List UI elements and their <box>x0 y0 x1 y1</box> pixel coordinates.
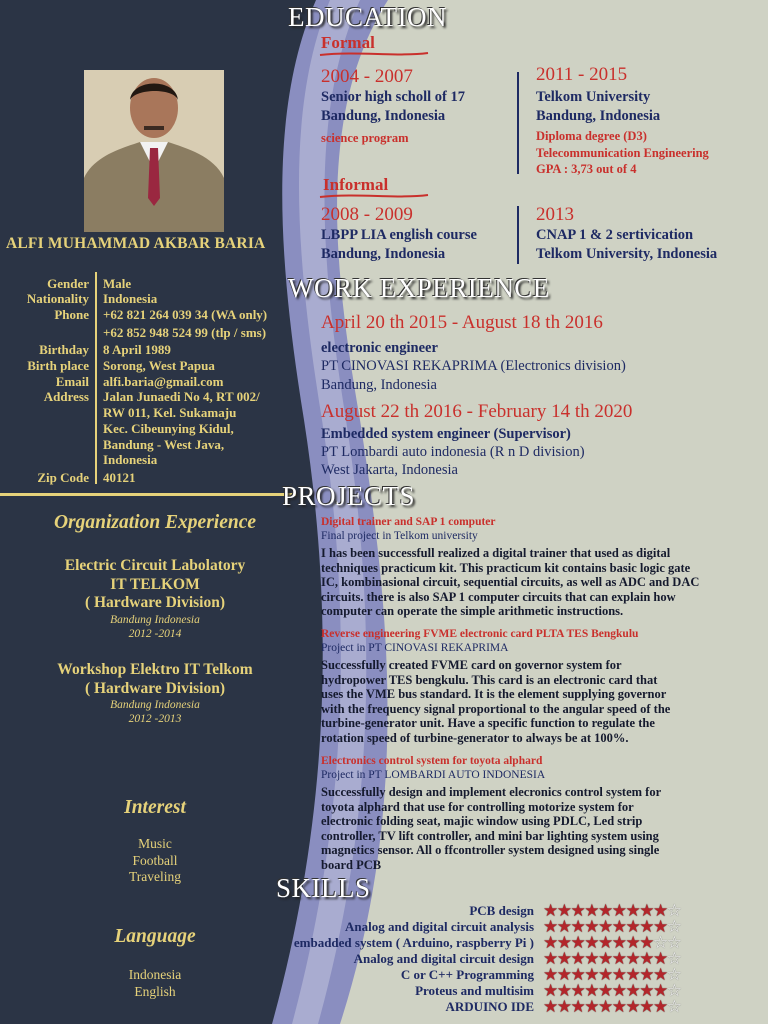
org-item-2-place: Bandung Indonesia <box>110 699 200 711</box>
project-2-line: uses the VME bus standard. It is the element supplying governor <box>321 687 667 702</box>
edu-informal-2-school: CNAP 1 & 2 sertivication <box>536 227 694 243</box>
info-value-zip: 40121 <box>103 470 136 485</box>
star-filled-icon: ★ <box>625 917 640 937</box>
formal-label: Formal <box>321 33 375 52</box>
org-item-2 <box>0 661 310 726</box>
interest-title: Interest <box>124 797 186 818</box>
star-filled-icon: ★ <box>639 997 653 1017</box>
org-item-2-years: 2012 -2013 <box>128 713 182 725</box>
org-item-1-line2: IT TELKOM <box>110 575 200 593</box>
star-filled-icon: ★ <box>611 901 626 921</box>
info-label-birthday: Birthday <box>39 342 89 357</box>
org-item-2-line1: Workshop Elektro IT Telkom <box>57 661 253 678</box>
star-filled-icon: ★ <box>625 933 640 953</box>
star-filled-icon: ★ <box>639 917 653 937</box>
star-empty-icon: ☆ <box>666 965 681 985</box>
star-filled-icon: ★ <box>625 965 640 985</box>
star-empty-icon: ☆ <box>666 901 681 921</box>
info-value-phone-1: +62 821 264 039 34 (WA only) <box>103 307 268 322</box>
star-filled-icon: ★ <box>570 965 585 985</box>
star-filled-icon: ★ <box>611 997 626 1017</box>
org-item-1-line1: Electric Circuit Labolatory <box>64 557 246 574</box>
project-2-line: with the frequency signal proportional to the angular speed of the <box>321 701 671 716</box>
info-value-nationality: Indonesia <box>103 291 158 306</box>
star-filled-icon: ★ <box>543 901 557 921</box>
work-2-role: Embedded system engineer (Supervisor) <box>321 426 571 442</box>
star-empty-icon: ☆ <box>666 981 681 1001</box>
star-empty-icon: ☆ <box>666 949 681 969</box>
skills-title: SKILLS <box>276 873 371 903</box>
project-1-line: IC, kombinasional circuit, sequential circuits, as well as ADC and DAC <box>321 575 700 590</box>
star-filled-icon: ★ <box>543 997 557 1017</box>
project-3-desc <box>321 785 761 873</box>
skill-name: Analog and digital circuit analysis <box>344 919 534 934</box>
project-2-sub: Project in PT CINOVASI REKAPRIMA <box>321 642 509 654</box>
project-3-title: Electronics control system for toyota alphard <box>321 755 543 767</box>
star-filled-icon: ★ <box>625 949 640 969</box>
star-filled-icon: ★ <box>598 901 612 921</box>
edu-informal-1-place: Bandung, Indonesia <box>321 246 446 262</box>
star-filled-icon: ★ <box>584 901 598 921</box>
edu-formal-2-school: Telkom University <box>536 89 651 105</box>
star-filled-icon: ★ <box>639 949 653 969</box>
edu-formal-2-years: 2011 - 2015 <box>536 64 628 85</box>
project-3-line: magnetics sensor. All o ffcontroller system designed using single <box>321 843 660 858</box>
star-filled-icon: ★ <box>570 933 585 953</box>
star-filled-icon: ★ <box>611 917 626 937</box>
info-label-zip: Zip Code <box>37 470 89 485</box>
organization-title: Organization Experience <box>53 512 257 533</box>
education-title: EDUCATION <box>288 2 447 32</box>
interest-item: Football <box>132 852 178 868</box>
work-1-place: Bandung, Indonesia <box>321 377 437 393</box>
edu-formal-2-place: Bandung, Indonesia <box>536 108 661 124</box>
project-3-line: board PCB <box>321 857 382 872</box>
work-2-period: August 22 th 2016 - February 14 th 2020 <box>321 401 633 422</box>
edu-formal-1-years: 2004 - 2007 <box>321 66 413 87</box>
project-1-title: Digital trainer and SAP 1 computer <box>321 516 496 528</box>
star-filled-icon: ★ <box>611 949 626 969</box>
project-2 <box>321 627 761 746</box>
star-filled-icon: ★ <box>556 901 571 921</box>
star-filled-icon: ★ <box>611 981 626 1001</box>
edu-formal-1-school: Senior high scholl of 17 <box>321 89 465 105</box>
star-filled-icon: ★ <box>543 965 557 985</box>
star-filled-icon: ★ <box>556 997 571 1017</box>
star-filled-icon: ★ <box>598 933 612 953</box>
org-item-2-line2: ( Hardware Division) <box>84 679 226 697</box>
info-label-gender: Gender <box>47 276 89 291</box>
skill-name: PCB design <box>469 903 534 918</box>
edu-informal-1-school: LBPP LIA english course <box>321 227 477 243</box>
info-label-nationality: Nationality <box>26 291 89 306</box>
work-1-role: electronic engineer <box>321 340 438 356</box>
project-2-line: rotation speed of turbine-generator to always be at 100%. <box>321 730 629 745</box>
star-filled-icon: ★ <box>556 965 571 985</box>
star-filled-icon: ★ <box>653 949 667 969</box>
language-item: Indonesia <box>128 967 182 982</box>
work-1-period: April 20 th 2015 - August 18 th 2016 <box>321 312 603 333</box>
project-1-line: computer can operate the simple arithmetic instructions. <box>321 604 624 619</box>
star-filled-icon: ★ <box>639 965 653 985</box>
star-filled-icon: ★ <box>570 997 585 1017</box>
star-filled-icon: ★ <box>598 965 612 985</box>
star-filled-icon: ★ <box>543 917 557 937</box>
star-filled-icon: ★ <box>653 981 667 1001</box>
edu-formal-2-note3: GPA : 3,73 out of 4 <box>536 162 637 176</box>
informal-label: Informal <box>323 175 389 194</box>
skill-name: ARDUINO IDE <box>445 999 534 1014</box>
info-value-birthday: 8 April 1989 <box>103 342 171 357</box>
projects-title: PROJECTS <box>282 481 416 511</box>
star-filled-icon: ★ <box>598 917 612 937</box>
project-2-line: Successfully created FVME card on governor system for <box>321 658 622 672</box>
person-photo-icon <box>84 70 224 232</box>
language-title: Language <box>114 926 196 947</box>
star-filled-icon: ★ <box>625 997 640 1017</box>
star-empty-icon: ☆ <box>666 917 681 937</box>
edu-formal-2-note1: Diploma degree (D3) <box>536 129 647 143</box>
star-filled-icon: ★ <box>556 949 571 969</box>
star-filled-icon: ★ <box>625 981 640 1001</box>
info-label-email: Email <box>55 374 89 389</box>
project-3-line: controller, TV lift controller, and mini bar lighting system using <box>321 828 659 843</box>
project-3-line: Successfully design and implement elecronics control system for <box>321 785 662 799</box>
star-filled-icon: ★ <box>639 933 653 953</box>
star-filled-icon: ★ <box>598 949 612 969</box>
star-filled-icon: ★ <box>584 917 598 937</box>
edu-formal-1-note: science program <box>321 131 409 145</box>
star-filled-icon: ★ <box>543 949 557 969</box>
star-filled-icon: ★ <box>639 981 653 1001</box>
star-filled-icon: ★ <box>584 997 598 1017</box>
star-empty-icon: ☆ <box>666 933 681 953</box>
skill-name: Proteus and multisim <box>415 983 534 998</box>
star-filled-icon: ★ <box>653 965 667 985</box>
org-item-1-place: Bandung Indonesia <box>110 613 200 626</box>
info-value-phone-2: +62 852 948 524 99 (tlp / sms) <box>103 325 267 340</box>
profile-name: ALFI MUHAMMAD AKBAR BARIA <box>6 235 266 252</box>
skill-rating <box>543 999 681 1015</box>
info-value-address-1: Jalan Junaedi No 4, RT 002/ <box>103 389 260 404</box>
work-2-place: West Jakarta, Indonesia <box>321 462 458 478</box>
star-filled-icon: ★ <box>584 949 598 969</box>
star-filled-icon: ★ <box>639 901 653 921</box>
interest-item: Music <box>138 836 172 851</box>
edu-formal-1-place: Bandung, Indonesia <box>321 108 446 124</box>
project-1-line: circuits. there is also SAP 1 computer circuits that can explain how <box>321 589 676 604</box>
star-filled-icon: ★ <box>556 917 571 937</box>
star-filled-icon: ★ <box>653 901 667 921</box>
info-value-address-3: Kec. Cibeunying Kidul, <box>103 421 234 436</box>
work-2-company: PT Lombardi auto indonesia (R n D division) <box>321 444 585 460</box>
project-3 <box>321 754 761 873</box>
informal-underline <box>318 192 430 200</box>
edu-divider-1 <box>517 72 519 174</box>
info-value-address-5: Indonesia <box>103 452 158 467</box>
project-3-line: electronic folding seat, majic window using PDLC, Led strip <box>321 814 643 829</box>
work-title: WORK EXPERIENCE <box>288 273 550 303</box>
star-filled-icon: ★ <box>584 933 598 953</box>
star-filled-icon: ★ <box>570 949 585 969</box>
project-1 <box>321 515 761 619</box>
edu-informal-2-place: Telkom University, Indonesia <box>536 246 718 262</box>
star-empty-icon: ☆ <box>666 997 681 1017</box>
project-3-line: toyota alphard that use for controlling motorize system for <box>321 799 634 814</box>
project-2-line: hydropower TES bengkulu. This card is an electronic card that <box>321 672 658 687</box>
star-filled-icon: ★ <box>570 901 585 921</box>
interest-item: Traveling <box>128 869 181 884</box>
language-list <box>0 966 310 1000</box>
project-1-sub: Final project in Telkom university <box>321 530 478 542</box>
org-item-1-line3: ( Hardware Division) <box>84 594 226 611</box>
edu-formal-2-note2: Telecommunication Engineering <box>536 146 709 160</box>
star-filled-icon: ★ <box>543 933 557 953</box>
star-filled-icon: ★ <box>584 965 598 985</box>
project-1-desc <box>321 546 761 619</box>
project-1-line: I has been successfull realized a digital trainer that used as digital <box>321 546 671 560</box>
edu-informal-2-years: 2013 <box>536 204 574 225</box>
star-filled-icon: ★ <box>598 997 612 1017</box>
star-filled-icon: ★ <box>556 933 571 953</box>
edu-divider-2 <box>517 206 519 264</box>
star-filled-icon: ★ <box>584 981 598 1001</box>
project-3-sub: Project in PT LOMBARDI AUTO INDONESIA <box>321 769 546 781</box>
star-filled-icon: ★ <box>556 981 571 1001</box>
star-filled-icon: ★ <box>570 917 585 937</box>
info-value-address-2: RW 011, Kel. Sukamaju <box>103 405 237 420</box>
info-value-email: alfi.baria@gmail.com <box>103 374 224 389</box>
org-item-1 <box>0 557 310 641</box>
personal-info <box>0 276 300 488</box>
info-value-birthplace: Sorong, West Papua <box>103 358 215 373</box>
info-value-gender: Male <box>103 276 132 291</box>
skill-name: embadded system ( Arduino, raspberry Pi ) <box>293 935 534 950</box>
star-filled-icon: ★ <box>543 981 557 1001</box>
formal-underline <box>318 50 430 58</box>
info-label-birthplace: Birth place <box>27 358 89 373</box>
sidebar-rule <box>0 493 296 496</box>
project-1-line: techniques practicum kit. This practicum kit contains basic logic gate <box>321 560 691 575</box>
star-filled-icon: ★ <box>598 981 612 1001</box>
info-label-phone: Phone <box>54 307 89 322</box>
interest-list <box>0 836 310 886</box>
skill-name: C or C++ Programming <box>400 967 534 982</box>
project-2-desc <box>321 658 761 746</box>
person-photo <box>84 70 224 232</box>
star-filled-icon: ★ <box>625 901 640 921</box>
edu-informal-1-years: 2008 - 2009 <box>321 204 413 225</box>
star-filled-icon: ★ <box>653 997 667 1017</box>
star-filled-icon: ★ <box>611 933 626 953</box>
info-label-address: Address <box>43 389 89 404</box>
work-1-company: PT CINOVASI REKAPRIMA (Electronics division) <box>321 358 626 374</box>
info-value-address-4: Bandung - West Java, <box>103 437 225 452</box>
project-2-line: turbine-generator unit. Have a specific function to regulate the <box>321 716 655 731</box>
project-2-title: Reverse engineering FVME electronic card PLTA TES Bengkulu <box>321 628 639 640</box>
star-filled-icon: ★ <box>611 965 626 985</box>
star-filled-icon: ★ <box>570 981 585 1001</box>
star-empty-icon: ☆ <box>653 933 667 953</box>
org-item-1-years: 2012 -2014 <box>128 627 182 640</box>
skill-name: Analog and digital circuit design <box>353 951 534 966</box>
language-item: English <box>134 984 176 999</box>
star-filled-icon: ★ <box>653 917 667 937</box>
